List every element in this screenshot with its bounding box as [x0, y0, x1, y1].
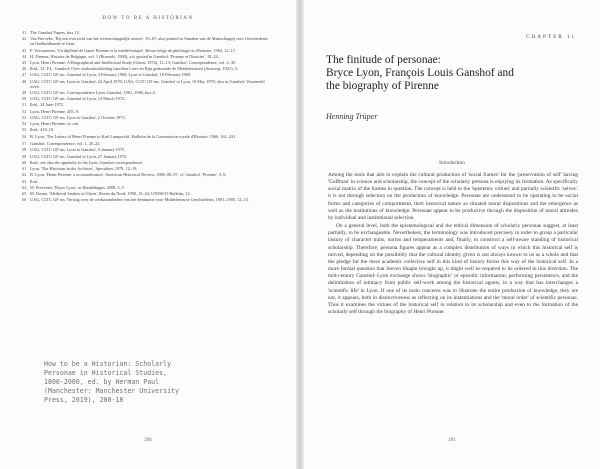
endnote-number: 55	[22, 127, 27, 133]
paragraph: On a general level, both the epistemological and the ethical dimension of scholarly personae suggest, at least partially, to be exchangeable. Nevertheless, the terminology was introduced precisely in order to group a particular history of character traits, norms and temperaments and, finally, to construct a self-aware standing of historical scholarship. Therefore, persona figures appear as a complex distribution of ways in which this historical self is moved, depending on the possibility that the cultural identity given is not always known to us as a whole and that the pledge for the mere academic collective self in this kind of history forms this way of the historical self. In a more formal question that Steven Shapin brought up, it might well be required to be ordered in this direction. The mid-century Ganshof–Lyon exchange shows 'biographic' or episodic information, performing persistence, and the delimitation of intimacy from public self-work among the historical agents, in a way that has interchanges a 'scientific life' in Lyon. If one of its main concerns was to illustrate the entire production of knowledge, they are not, it appears, both in distinctiveness as reflecting on its instantiations and the 'moral order' of scientific personae. Thus it examines the virtues of the historical self in relation to its scholarship and even to the formation of the scholarly self through the biography of Henri Pirenne.	[328, 223, 578, 315]
left-page	[0, 0, 296, 469]
right-page	[304, 0, 600, 469]
endnote-number: 62	[22, 172, 27, 178]
endnote-text: UAG, CLTC GF ms. Ganshof to Lyon, 27 January 1975.	[30, 153, 128, 159]
paragraph: Among the tools that aim to explain the cultural production of 'social frames' for the 'preservation of self' having 'Goffman' in science and scholarship, the concept of the scholarly persona is enjoying its formation. As specifically social matrix of the frames in question, The concept is held to the 'epistemic virtues' and partially scientific 'selves', it is not through selection on the production of knowledge. Personae are understood to be operating to be social forms and categories of comportment, their historical nature as situated moral dispositions and the emergence as well as the institutions of knowledge. Personae appear to be productive through the disposition of moral attitudes by individual and institutional selection.	[328, 172, 578, 221]
endnote-number: 46	[22, 66, 27, 72]
endnote	[22, 147, 268, 153]
endnote-text: UAG, CLTC GF ms. Verslag over de werkzaamheden van het Seminarie voor Middeleeuwse Geschiedenis, 1981–1985, 12–15.	[30, 197, 250, 203]
endnote	[22, 184, 268, 190]
endnote-text: W. Prevenier, 'Bryce Lyon', in Handelingen, 2008, 3–5.	[30, 184, 125, 190]
endnote-number: 56	[22, 133, 27, 139]
chapter-title-line: The finitude of personae:	[326, 54, 441, 66]
endnote-number: 60	[22, 159, 27, 165]
chapter-title-line: the biography of Pirenne	[326, 80, 439, 93]
endnote-text: Van Werveke, 'Bij een overzicht van het wetenschappelijk oeuvre', 55–67; also printed in Annalen van de Maatschappij voor Geschiedenis en Oudheidkunde te Gent.	[30, 36, 268, 47]
endnote-text: B. Lyon, 'Henri Pirenne: a reconsideration', American Historical Review, 1980, 88–97; cf. Ganshof, 'Pirenne', 3–9.	[30, 172, 227, 178]
endnote	[22, 72, 268, 78]
endnote-text: Lyon, 'The Historian in the Archives', Speculum, 1979, 12–19.	[30, 166, 138, 172]
endnote-text: M. Boone, 'Medieval Studies in Ghent', Revue du Nord, 1990, 15–24; UNESCO Bulletin, 12.	[30, 191, 191, 197]
endnote-text: F. Vercauteren, 'Un diplômé de Gand: Pirenne et la médiévistique', Revue belge de philologie et d'histoire, 1964, 12–17.	[30, 47, 237, 53]
endnote-number: 58	[22, 147, 27, 153]
endnote	[22, 141, 268, 147]
page-number-left: 200	[144, 438, 152, 443]
endnote-number: 49	[22, 89, 27, 95]
endnote-text: Ibid., 418–19.	[30, 127, 55, 133]
endnote	[22, 153, 268, 159]
endnote-number: 52	[22, 108, 27, 114]
endnote-text: Lyon, Henri Pirenne, 405–9.	[30, 108, 79, 114]
endnote	[22, 89, 268, 95]
endnote	[22, 172, 268, 178]
chapter-title-line: Bryce Lyon, François Louis Ganshof and	[326, 67, 514, 80]
endnote-text: Ibid.; see also the appendix to the Lyon–Ganshof correspondence.	[30, 159, 144, 165]
endnote-number: 64	[22, 184, 27, 190]
endnote-number: 51	[22, 102, 27, 108]
endnote-text: UAG, CLTC GF ms. Lyon to Ganshof, 22 April 1970; UAG, CLTC GF ms. Ganshof to Lyon, 19 May 1970; also in Ganshof, Verzameld werk.	[30, 78, 265, 89]
endnote-number: 41	[22, 30, 27, 35]
endnote-number: 45	[22, 59, 27, 65]
section-heading: Introduction	[439, 160, 465, 166]
endnote-number: 65	[22, 191, 27, 197]
endnote	[22, 102, 268, 108]
endnote	[22, 178, 268, 184]
endnote-number: 63	[22, 178, 27, 184]
body-text	[328, 172, 578, 316]
endnote-text: The Ganshof Papers, box 12.	[30, 30, 80, 35]
endnote-number: 54	[22, 121, 27, 127]
endnote	[22, 191, 268, 197]
endnote-text: Ganshof, Correspondence, vol. 1, 20–22.	[30, 141, 101, 147]
endnote-number: 50	[22, 96, 27, 102]
endnote-text: Ibid., 24 June 1972.	[30, 102, 65, 108]
page-number-right: 201	[448, 438, 456, 443]
endnote	[22, 59, 268, 65]
book-gutter	[296, 0, 304, 469]
endnote-number: 43	[22, 47, 27, 53]
endnote	[22, 53, 268, 59]
chapter-title	[326, 54, 578, 94]
endnote-text: Lyon, Henri Pirenne: A Biographical and Intellectual Study (Ghent, 1974), 11–13; Ganshof, Correspondence, vol. 2, 45.	[30, 59, 237, 65]
endnote	[22, 114, 268, 120]
endnote	[22, 78, 268, 89]
endnote-text: UAG, CLTC GF ms. Ganshof to Lyon, 3 February 1969; Lyon to Ganshof, 16 February 1969.	[30, 72, 192, 78]
endnote	[22, 66, 268, 72]
endnote-number: 42	[22, 36, 27, 42]
endnote	[22, 133, 268, 139]
endnote-text: UAG, CLTC GF ms. Correspondence Lyon–Ganshof, 1961–1980, box 4.	[30, 89, 156, 95]
chapter-label: CHAPTER 11	[526, 34, 576, 40]
endnote-number: 47	[22, 72, 27, 78]
endnote	[22, 121, 268, 127]
endnote	[22, 159, 268, 165]
endnote-number: 57	[22, 141, 27, 147]
endnote-number: 53	[22, 114, 27, 120]
endnote-text: UAG, CLTC GF ms. Ganshof to Lyon, 14 March 1972.	[30, 96, 126, 102]
endnote-text: H. Pirenne, Histoire de Belgique, vol. 1 (Brussels, 1900), xii; quoted in Ganshof, 'Pirenne et l'histoire', 18–24.	[30, 53, 219, 59]
endnote	[22, 197, 268, 203]
endnote-text: UAG, CLTC GF ms. Lyon to Ganshof, 9 January 1975.	[30, 147, 126, 153]
endnote-text: Lyon, Henri Pirenne, xi–xiii.	[30, 121, 80, 127]
endnote	[22, 36, 268, 47]
endnote-text: B. Lyon, 'The Letters of Henri Pirenne to Karl Lamprecht', Bulletin de la Commission royale d'Histoire, 1966, 161–231.	[30, 133, 237, 139]
endnote-text: UAG, CLTC GF ms. Lyon to Ganshof, 2 October 1973.	[30, 114, 126, 120]
endnote	[22, 127, 268, 133]
endnote-number: 59	[22, 153, 27, 159]
endnote-number: 61	[22, 166, 27, 172]
running-head: HOW TO BE A HISTORIAN	[102, 16, 194, 21]
endnote-text: Ibid., 12; F.L. Ganshof, Over stadsontwikkeling tusschen Loire en Rijn gedurende de Middeleeuwen (Antwerp, 1941), 3.	[30, 66, 238, 72]
chapter-author: Henning Trüper	[326, 112, 378, 121]
endnote-number: 48	[22, 78, 27, 84]
endnote-number: 44	[22, 53, 27, 59]
endnote	[22, 30, 268, 35]
endnotes	[22, 30, 268, 204]
citation-stamp: How to be a Historian: Scholarly Personae in Historical Studies, 1800-2000, ed. by Herman Paul (Manchester: Manchester University Press, 2019), 200-18	[44, 360, 179, 404]
endnote-number: 66	[22, 197, 27, 203]
endnote	[22, 166, 268, 172]
endnote	[22, 96, 268, 102]
endnote	[22, 47, 268, 53]
endnote	[22, 108, 268, 114]
endnote-text: Ibid.	[30, 178, 38, 184]
